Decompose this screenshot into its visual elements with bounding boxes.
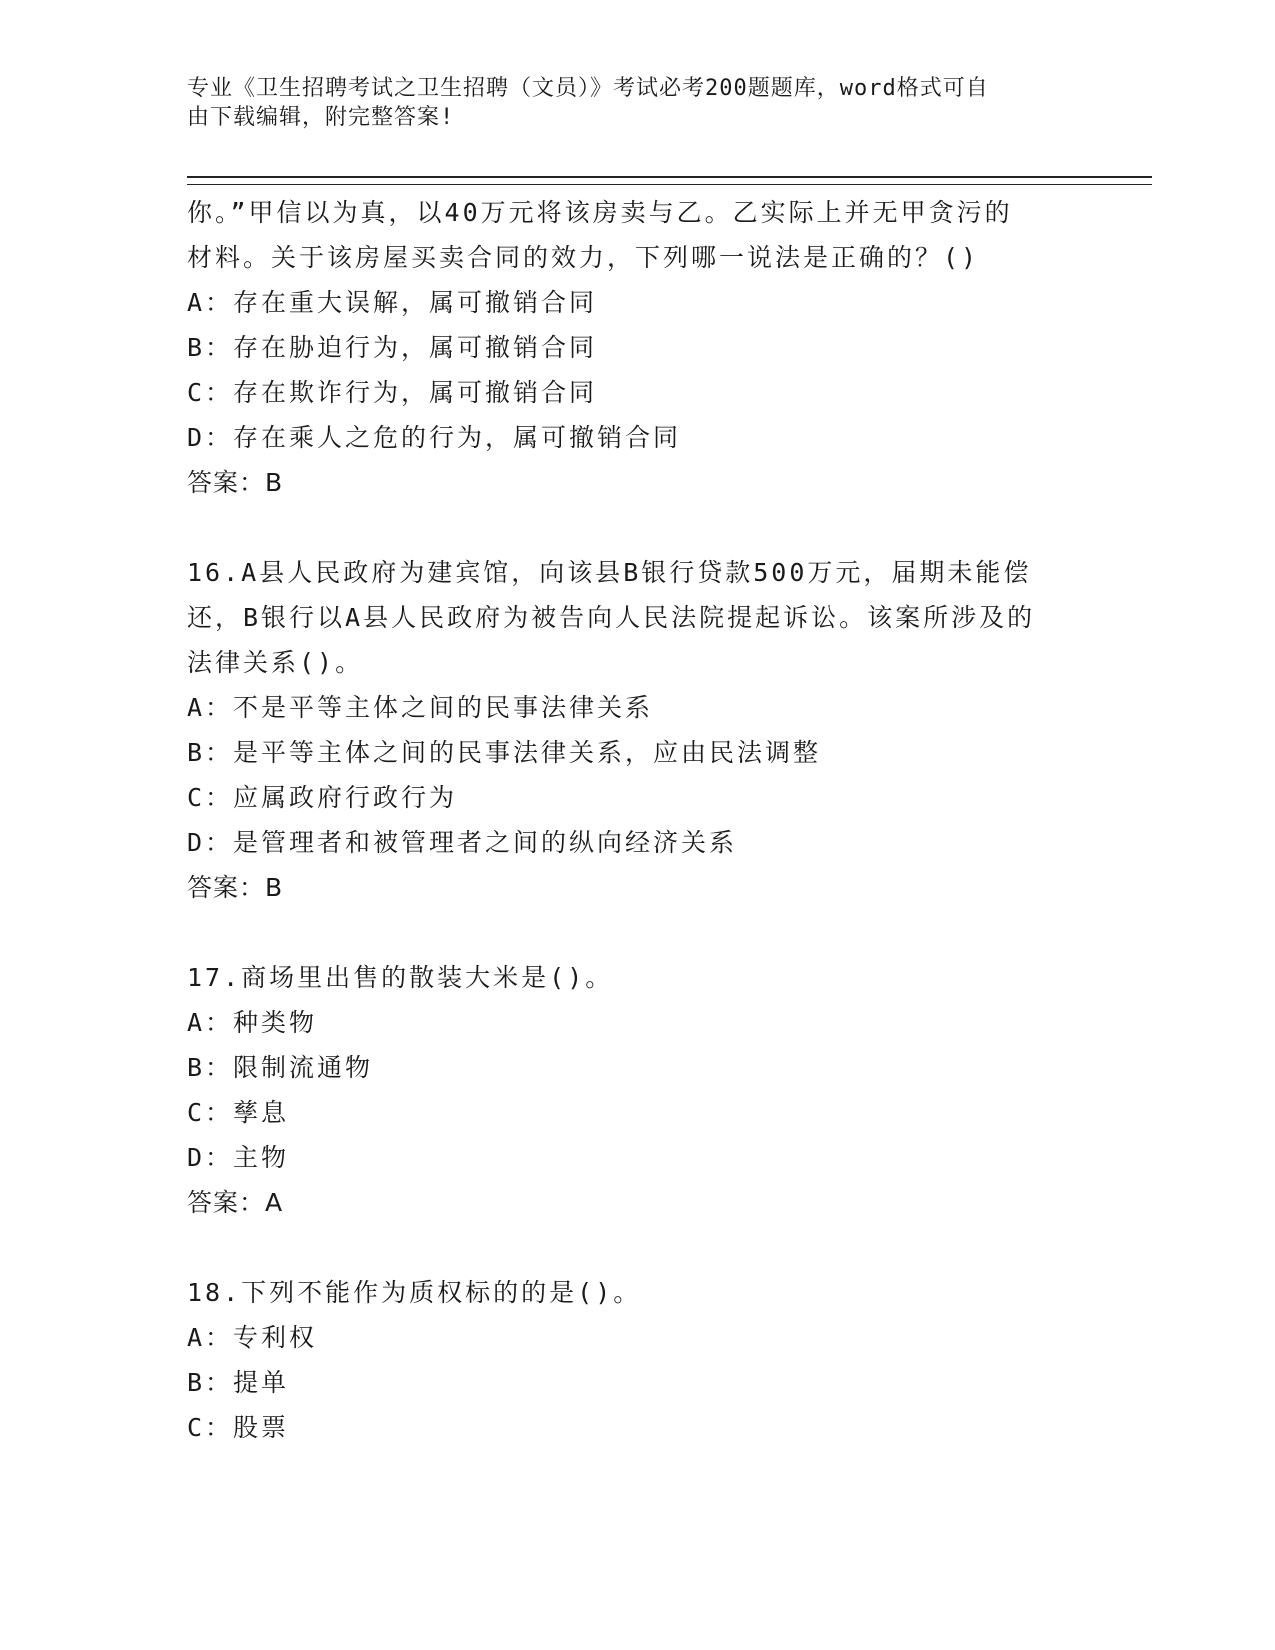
answer-line: 答案：A — [187, 1188, 284, 1217]
question-16 — [187, 550, 1087, 910]
option-d: D：存在乘人之危的行为，属可撤销合同 — [187, 423, 682, 452]
question-stem-line: 材料。关于该房屋买卖合同的效力，下列哪一说法是正确的？() — [187, 243, 980, 272]
answer-line: 答案：B — [187, 873, 284, 902]
question-18 — [187, 1270, 1087, 1450]
option-b: B：限制流通物 — [187, 1053, 374, 1082]
header-line-2: 由下载编辑，附完整答案! — [187, 105, 455, 130]
option-a: A：不是平等主体之间的民事法律关系 — [187, 693, 654, 722]
question-17 — [187, 955, 1087, 1225]
question-content — [187, 190, 1087, 1450]
option-a: A：种类物 — [187, 1008, 318, 1037]
option-a: A：专利权 — [187, 1323, 318, 1352]
header-divider — [187, 176, 1152, 185]
option-c: C：孳息 — [187, 1098, 290, 1127]
option-c: C：应属政府行政行为 — [187, 783, 458, 812]
answer-line: 答案：B — [187, 468, 284, 497]
question-15 — [187, 190, 1087, 505]
spacer — [187, 1225, 1087, 1270]
option-b: B：提单 — [187, 1368, 290, 1397]
spacer — [187, 910, 1087, 955]
option-c: C：股票 — [187, 1413, 290, 1442]
question-stem-line: 你。”甲信以为真，以40万元将该房卖与乙。乙实际上并无甲贪污的 — [187, 198, 1013, 227]
option-d: D：是管理者和被管理者之间的纵向经济关系 — [187, 828, 738, 857]
spacer — [187, 505, 1087, 550]
option-c: C：存在欺诈行为，属可撤销合同 — [187, 378, 598, 407]
question-stem-line: 法律关系()。 — [187, 648, 364, 677]
question-stem-line: 17.商场里出售的散装大米是()。 — [187, 963, 614, 992]
page-header — [187, 74, 1067, 132]
question-stem-line: 还，B银行以A县人民政府为被告向人民法院提起诉讼。该案所涉及的 — [187, 603, 1036, 632]
header-line-1: 专业《卫生招聘考试之卫生招聘（文员）》考试必考200题题库，word格式可自 — [187, 76, 989, 101]
option-a: A：存在重大误解，属可撤销合同 — [187, 288, 598, 317]
question-stem-line: 16.A县人民政府为建宾馆，向该县B银行贷款500万元，届期未能偿 — [187, 558, 1032, 587]
option-b: B：存在胁迫行为，属可撤销合同 — [187, 333, 598, 362]
option-b: B：是平等主体之间的民事法律关系，应由民法调整 — [187, 738, 822, 767]
option-d: D：主物 — [187, 1143, 290, 1172]
question-stem-line: 18.下列不能作为质权标的的是()。 — [187, 1278, 642, 1307]
